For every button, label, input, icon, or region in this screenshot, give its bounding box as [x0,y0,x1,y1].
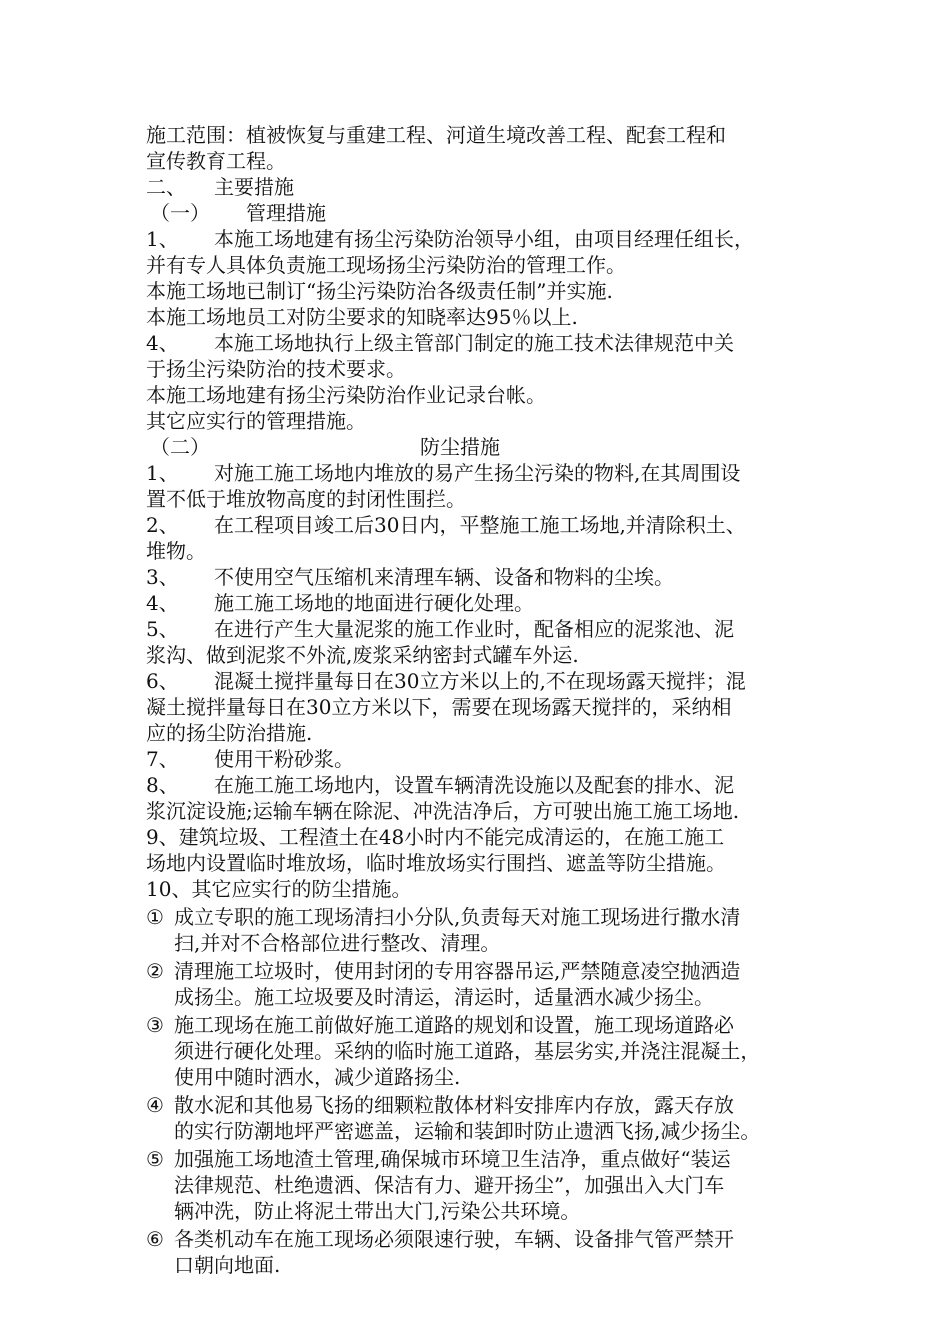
management-item-cont: 于扬尘污染防治的技术要求。 [146,357,406,381]
circled-number: ④ [146,1093,164,1117]
item-text: 使用干粉砂浆。 [214,747,354,771]
section-number: 二、 [146,175,186,199]
management-item: 其它应实行的管理措施。 [146,409,366,433]
item-text: 施工施工场地的地面进行硬化处理。 [214,591,534,615]
management-item: 本施工场地员工对防尘要求的知晓率达95％以上. [146,305,578,329]
item-text: 在工程项目竣工后30日内，平整施工施工场地,并清除积土、 [214,513,746,537]
item-text: 清理施工垃圾时，使用封闭的专用容器吊运,严禁随意凌空抛洒造 [174,959,741,983]
subsection-heading-management [146,200,826,226]
circled-number: ③ [146,1013,164,1037]
circled-number: ⑥ [146,1227,164,1251]
item-text: 本施工场地建有扬尘污染防治领导小组，由项目经理任组长， [214,227,754,251]
circled-number: ① [146,905,164,929]
dust-item: 10、其它应实行的防尘措施。 [146,877,412,901]
item-number: 1、 [146,227,179,251]
circled-item [146,1226,826,1278]
item-number: 1、 [146,461,179,485]
circled-item [146,1092,826,1144]
dust-item-cont: 凝土搅拌量每日在30立方米以下，需要在现场露天搅拌的，采纳相 [146,695,732,719]
item-number: 6、 [146,669,179,693]
item-text: 散水泥和其他易飞扬的细颗粒散体材料安排库内存放，露天存放 [174,1093,734,1117]
management-item [146,330,826,356]
dust-item [146,746,826,772]
item-text: 的实行防潮地坪严密遮盖，运输和装卸时防止遗洒飞扬,减少扬尘。 [174,1119,761,1143]
management-list [146,226,826,434]
circled-list [146,904,826,1278]
item-number: 3、 [146,565,179,589]
item-text: 不使用空气压缩机来清理车辆、设备和物料的尘埃。 [214,565,674,589]
item-number: 8、 [146,773,179,797]
dust-item [146,668,826,694]
circled-item [146,1146,826,1224]
item-text: 施工现场在施工前做好施工道路的规划和设置，施工现场道路必 [174,1013,734,1037]
item-text: 使用中随时洒水，减少道路扬尘. [174,1065,461,1089]
item-text: 法律规范、杜绝遗洒、保洁有力、避开扬尘”，加强出入大门车 [174,1173,725,1197]
section-heading [146,174,826,200]
item-text: 对施工施工场地内堆放的易产生扬尘污染的物料,在其周围设 [214,461,741,485]
subsection-heading-dust [146,434,826,460]
circled-number: ⑤ [146,1147,164,1171]
subsection-title: 防尘措施 [420,435,500,459]
item-text: 须进行硬化处理。采纳的临时施工道路，基层劣实,并浇注混凝土， [174,1039,761,1063]
dust-item-cont: 置不低于堆放物高度的封闭性围拦。 [146,487,466,511]
item-text: 扫,并对不合格部位进行整改、清理。 [174,931,501,955]
item-number: 4、 [146,331,179,355]
dust-item [146,460,826,486]
item-text: 加强施工场地渣土管理,确保城市环境卫生洁净，重点做好“装运 [174,1147,731,1171]
item-text: 成立专职的施工现场清扫小分队,负责每天对施工现场进行撒水清 [174,905,741,929]
dust-item [146,590,826,616]
item-number: 4、 [146,591,179,615]
item-text: 在进行产生大量泥浆的施工作业时，配备相应的泥浆池、泥 [214,617,734,641]
circled-number: ② [146,959,164,983]
dust-item [146,772,826,798]
dust-item-cont: 浆沟、做到泥浆不外流,废浆采纳密封式罐车外运. [146,643,579,667]
subsection-number: （二） [150,435,210,459]
document-page [146,122,826,1278]
scope-line-1: 施工范围：植被恢复与重建工程、河道生境改善工程、配套工程和 [146,123,726,147]
dust-item-cont: 浆沉淀设施;运输车辆在除泥、冲洗洁净后，方可驶出施工施工场地. [146,799,740,823]
item-number: 2、 [146,513,179,537]
circled-item [146,904,826,956]
section-title: 主要措施 [214,175,294,199]
dust-item-cont: 场地内设置临时堆放场，临时堆放场实行围挡、遮盖等防尘措施。 [146,851,726,875]
scope-line-2: 宣传教育工程。 [146,149,286,173]
item-text: 辆冲洗，防止将泥土带出大门,污染公共环境。 [174,1199,581,1223]
management-item [146,226,826,252]
item-text: 成扬尘。施工垃圾要及时清运，清运时，适量洒水减少扬尘。 [174,985,714,1009]
dust-item [146,564,826,590]
dust-item-cont: 应的扬尘防治措施. [146,721,313,745]
item-number: 7、 [146,747,179,771]
dust-item: 9、建筑垃圾、工程渣土在48小时内不能完成清运的，在施工施工 [146,825,725,849]
subsection-number: （一） [150,201,210,225]
circled-item [146,958,826,1010]
circled-item [146,1012,826,1090]
item-text: 混凝土搅拌量每日在30立方米以上的,不在现场露天搅拌；混 [214,669,746,693]
management-item: 本施工场地建有扬尘污染防治作业记录台帐。 [146,383,546,407]
dust-item [146,512,826,538]
subsection-title: 管理措施 [246,201,326,225]
management-item-cont: 并有专人具体负责施工现场扬尘污染防治的管理工作。 [146,253,626,277]
dust-item-cont: 堆物。 [146,539,206,563]
item-text: 本施工场地执行上级主管部门制定的施工技术法律规范中关 [214,331,734,355]
item-text: 在施工施工场地内，设置车辆清洗设施以及配套的排水、泥 [214,773,734,797]
item-text: 口朝向地面. [174,1253,281,1277]
dust-item [146,616,826,642]
item-number: 5、 [146,617,179,641]
dust-list [146,460,826,902]
management-item: 本施工场地已制订“扬尘污染防治各级责任制”并实施. [146,279,613,303]
item-text: 各类机动车在施工现场必须限速行驶，车辆、设备排气管严禁开 [174,1227,734,1251]
